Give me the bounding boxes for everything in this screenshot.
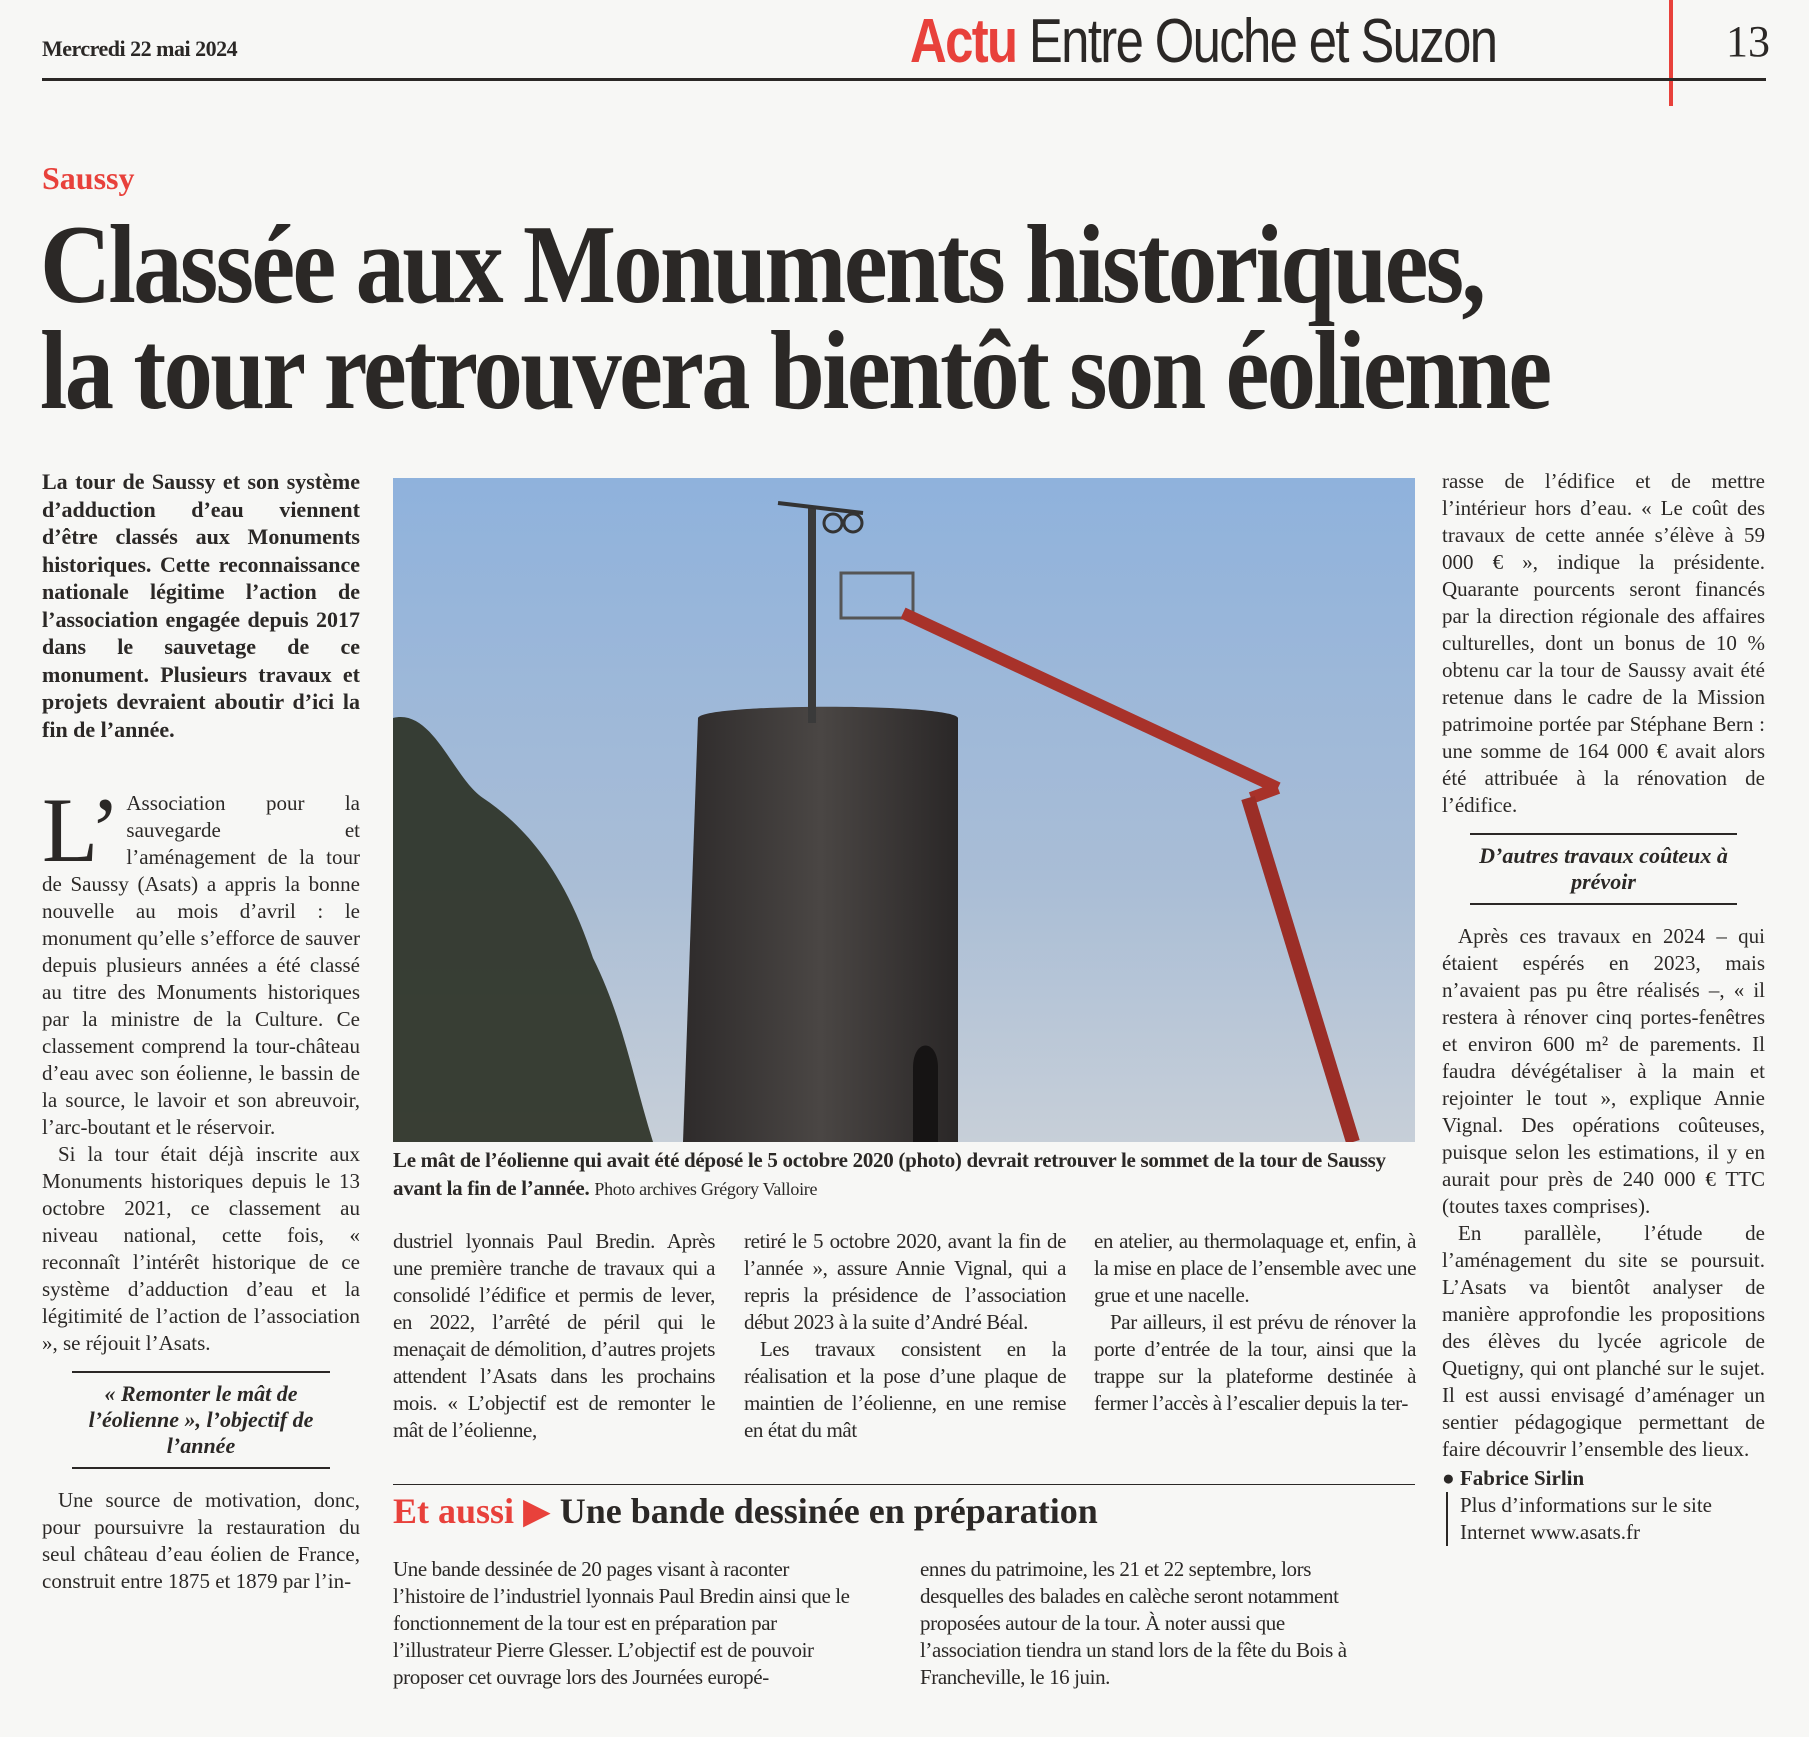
subhead-autres-travaux: D’autres travaux coûteux à prévoir bbox=[1470, 833, 1737, 905]
header-divider bbox=[1669, 0, 1673, 106]
section-title bbox=[910, 6, 1496, 77]
more-info: Plus d’informations sur le site Internet www.asats.fr bbox=[1446, 1492, 1765, 1546]
caption-text: Le mât de l’éolienne qui avait été déposé le 5 octobre 2020 (photo) devrait retrouver le sommet de la tour de Saussy avant la fin de l’année. bbox=[393, 1148, 1386, 1200]
et-aussi-label: Et aussi bbox=[393, 1491, 515, 1531]
article-paragraph: Par ailleurs, il est prévu de rénover la porte d’entrée de la tour, ainsi que la trappe sur la plateforme destinée à fermer l’accès à l’escalier depuis la ter- bbox=[1094, 1310, 1416, 1415]
article-photo bbox=[393, 478, 1415, 1142]
article-column-3 bbox=[744, 1228, 1066, 1444]
photo-caption bbox=[393, 1146, 1423, 1203]
article-paragraph: Après ces travaux en 2024 – qui étaient espérés en 2023, mais n’avaient pas pu être réalisés –, « il restera à rénover cinq portes-fenêtres et environ 600 m² de parements. Il faudra dévégétaliser à la main et rejointer le tout », explique Annie Vignal. Des opérations coûteuses, puisque selon les estimations, il y en aurait pour près de 240 000 € TTC (toutes taxes comprises). bbox=[1442, 924, 1765, 1218]
paragraph-text: Association pour la sauvegarde et l’aménagement de la tour de Saussy (Asats) a appris la bonne nouvelle au mois d’avril : le monument qu’elle s’efforce de sauver depuis plusieurs années a été classé au titre des Monuments historiques par la ministre de la Culture. Ce classement comprend la tour-château d’eau avec son éolienne, le bassin de la source, le lavoir et son abreuvoir, l’arc-boutant et le réservoir. bbox=[42, 791, 360, 1139]
headline-line-2: la tour retrouvera bientôt son éolienne bbox=[40, 309, 1550, 433]
article-column-4 bbox=[1094, 1228, 1416, 1417]
article-chapo: La tour de Saussy et son système d’adduction d’eau viennent d’être classés aux Monuments historiques. Cette reconnaissance nationale légitime l’action de l’association engagée depuis 2017 dans le sauvetage de ce monument. Plusieurs travaux et projets devraient aboutir d’ici la fin de l’année. bbox=[42, 469, 360, 742]
et-aussi-column-2 bbox=[920, 1556, 1382, 1691]
article-paragraph: En parallèle, l’étude de l’aménagement du site se poursuit. L’Asats va bientôt analyser de manière approfondie les propositions des élèves du lycée agricole de Quetigny, qui ont planché sur le sujet. Il est aussi envisagé d’aménager un sentier pédagogique permettant de faire découvrir l’ensemble des lieux. bbox=[1442, 1221, 1765, 1461]
headline-line-1: Classée aux Monuments historiques, bbox=[40, 203, 1484, 327]
article-paragraph bbox=[42, 779, 360, 1141]
triangle-right-icon: ▶ bbox=[523, 1491, 551, 1531]
photo-credit: Photo archives Grégory Valloire bbox=[594, 1179, 818, 1199]
et-aussi-heading bbox=[393, 1490, 1098, 1532]
et-aussi-paragraph: ennes du patrimoine, les 21 et 22 septembre, lors desquelles des balades en calèche seront notamment proposées autour de la tour. À noter aussi que l’association tiendra un stand lors de la fête du Bois à Francheville, le 16 juin. bbox=[920, 1557, 1347, 1689]
et-aussi-paragraph: Une bande dessinée de 20 pages visant à raconter l’histoire de l’industriel lyonnais Paul Bredin ainsi que le fonctionnement de la tour est en préparation par l’illustrateur Pierre Glesser. L’objectif est de pouvoir proposer cet ouvrage lors des Journées europé- bbox=[393, 1557, 850, 1689]
article-headline bbox=[40, 203, 1571, 433]
article-paragraph: en atelier, au thermolaquage et, enfin, à la mise en place de l’ensemble avec une grue et une nacelle. bbox=[1094, 1229, 1416, 1307]
author-name: Fabrice Sirlin bbox=[1459, 1466, 1585, 1490]
header-rule bbox=[42, 78, 1766, 81]
subhead-remonter-mat: « Remonter le mât de l’éolienne », l’objectif de l’année bbox=[72, 1371, 330, 1469]
section-label: Actu bbox=[910, 7, 1017, 76]
subsection-label: Entre Ouche et Suzon bbox=[1028, 7, 1497, 76]
bullet-icon: ● bbox=[1442, 1466, 1460, 1490]
article-paragraph: Les travaux consistent en la réalisation et la pose d’une plaque de maintien de l’éolienne, en une remise en état du mât bbox=[744, 1337, 1066, 1442]
et-aussi-column-1 bbox=[393, 1556, 865, 1691]
et-aussi-title: Une bande dessinée en préparation bbox=[559, 1491, 1098, 1531]
drop-cap: L’ bbox=[42, 779, 121, 881]
article-column-1 bbox=[42, 779, 360, 1595]
article-paragraph: Une source de motivation, donc, pour poursuivre la restauration du seul château d’eau éolien de France, construit entre 1875 et 1879 par l’in- bbox=[42, 1488, 360, 1593]
article-paragraph: retiré le 5 octobre 2020, avant la fin de l’année », assure Annie Vignal, qui a repris la présidence de l’association début 2023 à la suite d’André Béal. bbox=[744, 1229, 1066, 1334]
article-paragraph: Si la tour était déjà inscrite aux Monuments historiques depuis le 13 octobre 2021, ce classement au niveau national, cette fois, « reconnaît l’intérêt historique de ce système d’adduction d’eau et la légitimité de l’action de l’association », se réjouit l’Asats. bbox=[42, 1142, 360, 1355]
article-column-5 bbox=[1442, 468, 1765, 1546]
article-column-2 bbox=[393, 1228, 715, 1444]
et-aussi-rule bbox=[393, 1484, 1415, 1485]
tower-photo-image bbox=[393, 478, 1415, 1142]
byline bbox=[1442, 1465, 1765, 1492]
page-number: 13 bbox=[1726, 17, 1770, 66]
issue-date: Mercredi 22 mai 2024 bbox=[42, 36, 238, 61]
article-kicker: Saussy bbox=[42, 160, 135, 196]
article-paragraph: dustriel lyonnais Paul Bredin. Après une première tranche de travaux qui a consolidé l’édifice et permis de lever, en 2022, l’arrêté de péril qui le menaçait de démolition, d’autres projets attendent l’Asats dans les prochains mois. « L’objectif est de remonter le mât de l’éolienne, bbox=[393, 1229, 715, 1442]
article-paragraph: rasse de l’édifice et de mettre l’intérieur hors d’eau. « Le coût des travaux de cette année s’élève à 59 000 € », indique la présidente. Quarante pourcents seront financés par la direction régionale des affaires culturelles, dont un bonus de 10 % obtenu car la tour de Saussy avait été retenue dans le cadre de la Mission patrimoine portée par Stéphane Bern : une somme de 164 000 € avait alors été attribuée à la rénovation de l’édifice. bbox=[1442, 469, 1765, 817]
